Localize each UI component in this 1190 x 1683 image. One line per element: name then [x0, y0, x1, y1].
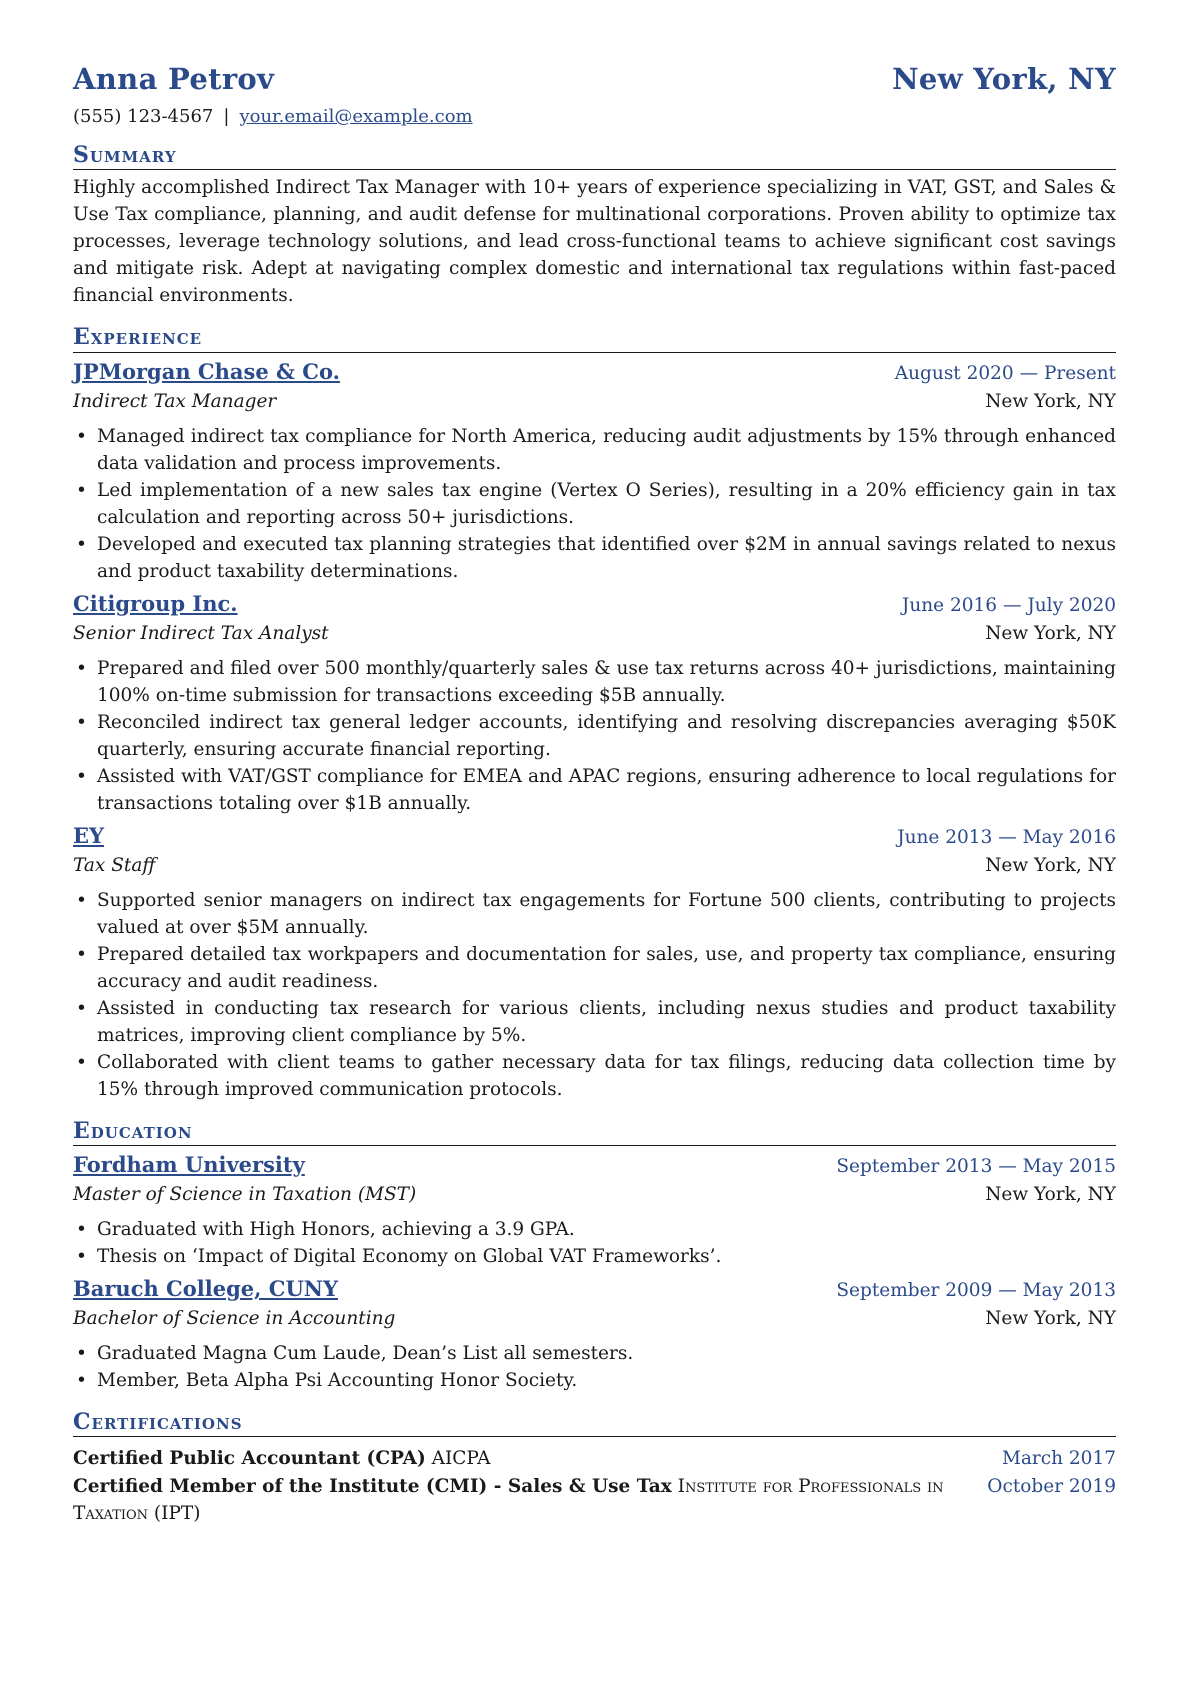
bullet-item: • Led implementation of a new sales tax engine (Vertex O Series), resulting in a 20% efficiency gain in tax calculation and reporting across 50+ jurisdictions. — [97, 477, 1116, 531]
email-link[interactable]: your.email@example.com — [239, 106, 473, 127]
entry-dates: September 2009 — May 2013 — [836, 1279, 1116, 1301]
education-entry — [73, 1152, 1116, 1270]
bullet-item: • Collaborated with client teams to gather necessary data for tax filings, reducing data collection time by 15% through improved communication protocols. — [97, 1049, 1116, 1103]
section-title-education: Education — [73, 1119, 1116, 1146]
candidate-location: New York, NY — [892, 62, 1116, 96]
section-title-summary: Summary — [73, 143, 1116, 170]
certification-date: March 2017 — [1001, 1448, 1116, 1470]
section-title-experience: Experience — [73, 325, 1116, 352]
experience-entry — [73, 359, 1116, 585]
school-link[interactable]: Baruch College, CUNY — [73, 1275, 338, 1301]
bullet-item: • Managed indirect tax compliance for North America, reducing audit adjustments by 15% through enhanced data validation and process improvements. — [97, 423, 1116, 477]
certification-issuer: AICPA — [431, 1448, 491, 1470]
section-title-certifications: Certifications — [73, 1410, 1116, 1437]
entry-dates: June 2016 — July 2020 — [901, 594, 1116, 616]
education-entry — [73, 1276, 1116, 1394]
bullet-item: • Assisted in conducting tax research for various clients, including nexus studies and product taxability matrices, improving client compliance by 5%. — [97, 995, 1116, 1049]
entry-dates: August 2020 — Present — [894, 362, 1116, 384]
bullet-item: • Graduated with High Honors, achieving a 3.9 GPA. — [97, 1216, 1116, 1243]
bullet-item: • Supported senior managers on indirect tax engagements for Fortune 500 clients, contributing to projects valued at over $5M annually. — [97, 887, 1116, 941]
certification-name: Certified Member of the Institute (CMI) - Sales & Use Tax — [73, 1476, 672, 1498]
bullet-list — [73, 1340, 1116, 1394]
header — [73, 62, 1116, 96]
entry-dates: June 2013 — May 2016 — [897, 826, 1116, 848]
bullet-item: • Assisted with VAT/GST compliance for EMEA and APAC regions, ensuring adherence to local regulations for transactions totaling over $1B annually. — [97, 763, 1116, 817]
entry-location: New York, NY — [985, 854, 1116, 876]
degree-title: Bachelor of Science in Accounting — [73, 1307, 396, 1329]
entry-location: New York, NY — [985, 622, 1116, 644]
bullet-item: • Thesis on ‘Impact of Digital Economy on Global VAT Frameworks’. — [97, 1243, 1116, 1270]
experience-entry — [73, 823, 1116, 1103]
bullet-item: • Reconciled indirect tax general ledger accounts, identifying and resolving discrepancies averaging $50K quarterly, ensuring accurate financial reporting. — [97, 709, 1116, 763]
job-title: Indirect Tax Manager — [73, 390, 277, 412]
summary-text: Highly accomplished Indirect Tax Manager with 10+ years of experience specializing in VAT, GST, and Sales & Use Tax compliance, planning, and audit defense for multinational corporations. Proven ability to optimize tax processes, leverage technology solutions, and lead cross-functional teams to achieve significant cost savings and mitigate risk. Adept at navigating complex domestic and international tax regulations within fast-paced financial environments. — [73, 177, 1116, 307]
job-title: Senior Indirect Tax Analyst — [73, 622, 329, 644]
bullet-item: • Graduated Magna Cum Laude, Dean’s List all semesters. — [97, 1340, 1116, 1367]
entry-dates: September 2013 — May 2015 — [836, 1155, 1116, 1177]
entry-location: New York, NY — [985, 1183, 1116, 1205]
contact-line — [73, 106, 1116, 127]
phone-number: (555) 123-4567 — [73, 106, 214, 127]
bullet-list — [73, 1216, 1116, 1270]
bullet-list — [73, 655, 1116, 817]
entry-location: New York, NY — [985, 390, 1116, 412]
contact-separator: | — [223, 106, 230, 127]
bullet-item: • Prepared and filed over 500 monthly/quarterly sales & use tax returns across 40+ jurisdictions, maintaining 100% on-time submission for transactions exceeding $5B annually. — [97, 655, 1116, 709]
school-link[interactable]: Fordham University — [73, 1151, 305, 1177]
entry-location: New York, NY — [985, 1307, 1116, 1329]
candidate-name: Anna Petrov — [73, 62, 275, 96]
bullet-item: • Developed and executed tax planning strategies that identified over $2M in annual savings related to nexus and product taxability determinations. — [97, 531, 1116, 585]
degree-title: Master of Science in Taxation (MST) — [73, 1183, 417, 1205]
bullet-item: • Prepared detailed tax workpapers and documentation for sales, use, and property tax compliance, ensuring accuracy and audit readiness. — [97, 941, 1116, 995]
certification-item — [73, 1473, 1116, 1527]
job-title: Tax Staff — [73, 854, 156, 876]
employer-link[interactable]: EY — [73, 822, 104, 848]
certification-name: Certified Public Accountant (CPA) — [73, 1448, 426, 1470]
bullet-item: • Member, Beta Alpha Psi Accounting Honor Society. — [97, 1367, 1116, 1394]
bullet-list — [73, 423, 1116, 585]
employer-link[interactable]: JPMorgan Chase & Co. — [73, 358, 340, 384]
certification-date: October 2019 — [987, 1476, 1116, 1498]
experience-entry — [73, 591, 1116, 817]
employer-link[interactable]: Citigroup Inc. — [73, 590, 238, 616]
bullet-list — [73, 887, 1116, 1103]
certification-issuer: Institute for Professionals in Taxation (IPT) — [73, 1476, 944, 1525]
certification-item — [73, 1445, 1116, 1472]
